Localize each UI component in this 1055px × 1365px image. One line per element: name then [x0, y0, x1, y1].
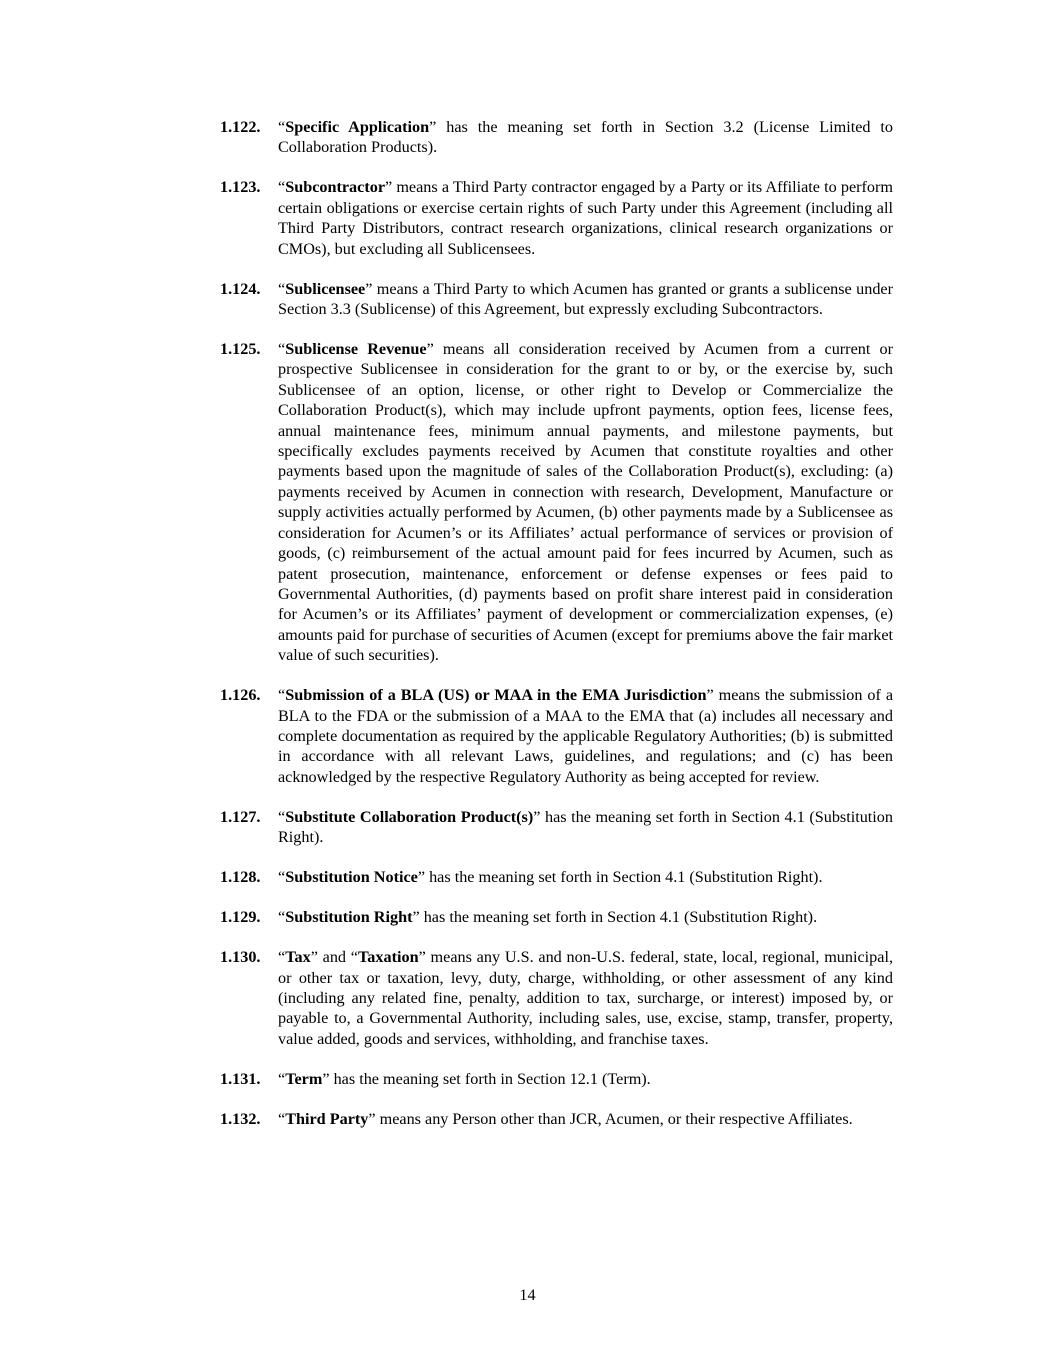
definition-body: [278, 339, 893, 666]
open-quote: “: [278, 1069, 286, 1088]
definition-item: [220, 1069, 893, 1089]
definition-text: ” has the meaning set forth in Section 4.1 (Substitution Right).: [417, 868, 823, 887]
definition-item: [220, 177, 893, 259]
definition-text: ” means a Third Party to which Acumen has granted or grants a sublicense under Section 3.3 (Sublicense) of this Agreement, but expressly excluding Subcontractors.: [278, 279, 893, 319]
definition-text: ” has the meaning set forth in Section 4.1 (Substitution Right).: [412, 908, 818, 927]
open-quote: “: [278, 868, 286, 887]
definition-body: [278, 177, 893, 259]
definition-item: [220, 339, 893, 666]
definition-number: 1.124.: [220, 279, 261, 298]
definition-text: ” has the meaning set forth in Section 4.1 (Substitution Right).: [278, 807, 893, 847]
definition-body: [278, 867, 893, 887]
definition-text: ” means any Person other than JCR, Acumen, or their respective Affiliates.: [368, 1109, 853, 1128]
defined-term: Term: [285, 1069, 323, 1088]
quote-connector: ” and “: [310, 948, 358, 967]
definition-number: 1.131.: [220, 1069, 261, 1088]
definition-body: [278, 1069, 893, 1089]
definition-number: 1.122.: [220, 118, 261, 136]
definition-body: [278, 1109, 893, 1129]
definitions-list: [220, 117, 893, 1149]
defined-term: Sublicense Revenue: [285, 340, 427, 359]
open-quote: “: [278, 1109, 286, 1128]
open-quote: “: [278, 908, 286, 927]
definition-item: [220, 867, 893, 887]
definition-body: [278, 685, 893, 787]
open-quote: “: [278, 340, 286, 359]
defined-term: Substitute Collaboration Product(s): [285, 807, 534, 826]
defined-term: Substitution Notice: [285, 868, 418, 887]
definition-item: [220, 1109, 893, 1129]
definition-body: [278, 279, 893, 320]
page-number: 14: [519, 1286, 536, 1304]
open-quote: “: [278, 178, 286, 197]
defined-term: Tax: [285, 948, 311, 967]
definition-item: [220, 279, 893, 320]
definition-text: ” has the meaning set forth in Section 3.2 (License Limited to Collaboration Products).: [278, 118, 893, 157]
definition-item: [220, 947, 893, 1049]
definition-number: 1.123.: [220, 178, 261, 197]
definition-text: ” means all consideration received by Acumen from a current or prospective Sublicensee in consideration for the grant to or by, or the exercise by, such Sublicensee of an option, license, or other right to Develop or Commercialize the Collaboration Product(s), which may include upfront payments, option fees, license fees, annual maintenance fees, minimum annual payments, and milestone payments, but specifically excludes payments received by Acumen that constitute royalties and other payments based upon the magnitude of sales of the Collaboration Product(s), excluding: (a) payments received by Acumen in connection with research, Development, Manufacture or supply activities actually performed by Acumen, (b) other payments made by a Sublicensee as consideration for Acumen’s or its Affiliates’ actual performance of services or provision of goods, (c) reimbursement of the actual amount paid for fees incurred by Acumen, such as patent prosecution, maintenance, enforcement or defense expenses or fees paid to Governmental Authorities, (d) payments based on profit share interest paid in consideration for Acumen’s or its Affiliates’ payment of development or commercialization expenses, (e) amounts paid for purchase of securities of Acumen (except for premiums above the fair market value of such securities).: [278, 340, 893, 665]
open-quote: “: [278, 948, 286, 967]
open-quote: “: [278, 686, 286, 705]
defined-term: Specific Application: [285, 118, 430, 136]
definition-text: ” has the meaning set forth in Section 12.1 (Term).: [322, 1069, 651, 1088]
definition-item: [220, 685, 893, 787]
defined-term: Substitution Right: [285, 908, 413, 927]
definition-body: [278, 807, 893, 848]
definition-number: 1.127.: [220, 807, 261, 826]
definition-number: 1.125.: [220, 340, 261, 359]
definition-number: 1.126.: [220, 686, 261, 705]
definition-text: ” means the submission of a BLA to the FDA or the submission of a MAA to the EMA that (a) includes all necessary and complete documentation as required by the applicable Regulatory Authorities; (b) is submitted in accordance with all relevant Laws, guidelines, and regulations; and (c) has been acknowledged by the respective Regulatory Authority as being accepted for review.: [278, 686, 894, 786]
definition-body: [278, 947, 893, 1049]
definition-item: [220, 807, 893, 848]
definition-number: 1.132.: [220, 1109, 261, 1128]
open-quote: “: [278, 118, 286, 136]
definition-number: 1.128.: [220, 868, 261, 887]
defined-term: Sublicensee: [285, 279, 366, 298]
definition-text: ” means any U.S. and non-U.S. federal, state, local, regional, municipal, or other tax or taxation, levy, duty, charge, withholding, or other assessment of any kind (including any related fine, penalty, addition to tax, surcharge, or interest) imposed by, or payable to, a Governmental Authority, including sales, use, excise, stamp, transfer, property, value added, goods and services, withholding, and franchise taxes.: [278, 948, 893, 1048]
defined-term: Third Party: [285, 1109, 369, 1128]
definition-number: 1.129.: [220, 908, 261, 927]
defined-term-secondary: Taxation: [358, 948, 419, 967]
definition-body: [278, 907, 893, 927]
definition-number: 1.130.: [220, 948, 261, 967]
definition-text: ” means a Third Party contractor engaged by a Party or its Affiliate to perform certain obligations or exercise certain rights of such Party under this Agreement (including all Third Party Distributors, contract research organizations, clinical research organizations or CMOs), but excluding all Sublicensees.: [278, 178, 893, 258]
definition-item: [220, 907, 893, 927]
defined-term: Subcontractor: [285, 178, 385, 197]
open-quote: “: [278, 807, 286, 826]
open-quote: “: [278, 279, 286, 298]
defined-term: Submission of a BLA (US) or MAA in the EMA Jurisdiction: [285, 686, 707, 705]
definition-body: [278, 117, 893, 158]
definition-item: [220, 117, 893, 158]
